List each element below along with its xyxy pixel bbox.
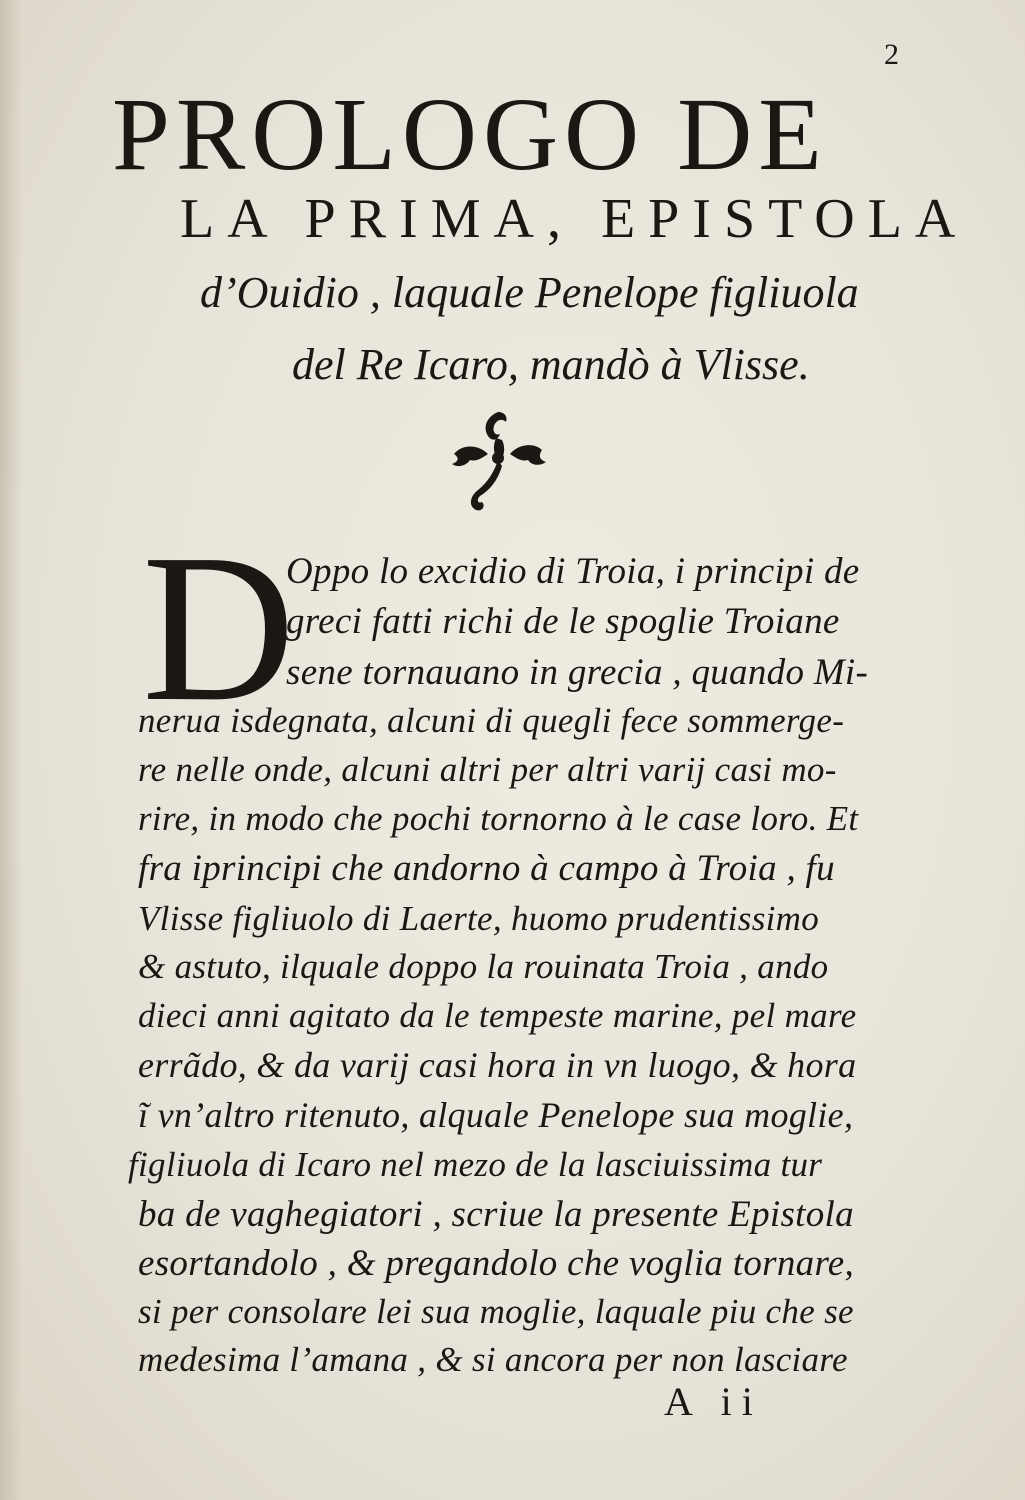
body-line: ĩ vn’altro ritenuto, alquale Penelope sua moglie, [138,1095,854,1135]
body-line: Vlisse figliuolo di Laerte, huomo prudentissimo [138,899,820,938]
fleuron-icon [448,410,548,520]
paper-edge-shadow [0,0,22,1500]
body-line: ba de vaghegiatori , scriue la presente Epistola [138,1194,854,1235]
page-number: 2 [884,38,899,71]
title-line-4: del Re Icaro, mandò à Vlisse. [292,340,810,389]
body-line: errãdo, & da varij casi hora in vn luogo, & hora [138,1045,857,1085]
signature-mark: A ii [664,1379,763,1424]
title-line-1: PROLOGO DE [112,77,828,192]
body-line: fra iprincipi che andorno à campo à Troia , fu [138,848,835,889]
body-line: dieci anni agitato da le tempeste marine, pel mare [138,996,857,1035]
body-line: rire, in modo che pochi tornorno à le case loro. Et [138,799,859,838]
body-line: & astuto, ilquale doppo la rouinata Troia , ando [138,947,829,986]
body-line: greci fatti richi de le spoglie Troiane [286,601,840,642]
body-line: si per consolare lei sua moglie, laquale piu che se [138,1292,854,1331]
body-line: re nelle onde, alcuni altri per altri varij casi mo- [138,750,837,789]
body-line: nerua isdegnata, alcuni di quegli fece sommerge- [138,701,845,740]
body-line: figliuola di Icaro nel mezo de la lasciuissima tur [128,1145,823,1184]
body-line: sene tornauano in grecia , quando Mi- [286,652,869,693]
body-line: medesima l’amana , & si ancora per non lasciare [138,1340,848,1379]
body-line: Oppo lo excidio di Troia, i principi de [286,551,860,592]
title-line-3: d’Ouidio , laquale Penelope figliuola [200,268,859,317]
drop-cap: D [142,510,296,745]
title-line-2: LA PRIMA, EPISTOLA [180,188,969,250]
body-line: esortandolo , & pregandolo che voglia tornare, [138,1243,855,1284]
